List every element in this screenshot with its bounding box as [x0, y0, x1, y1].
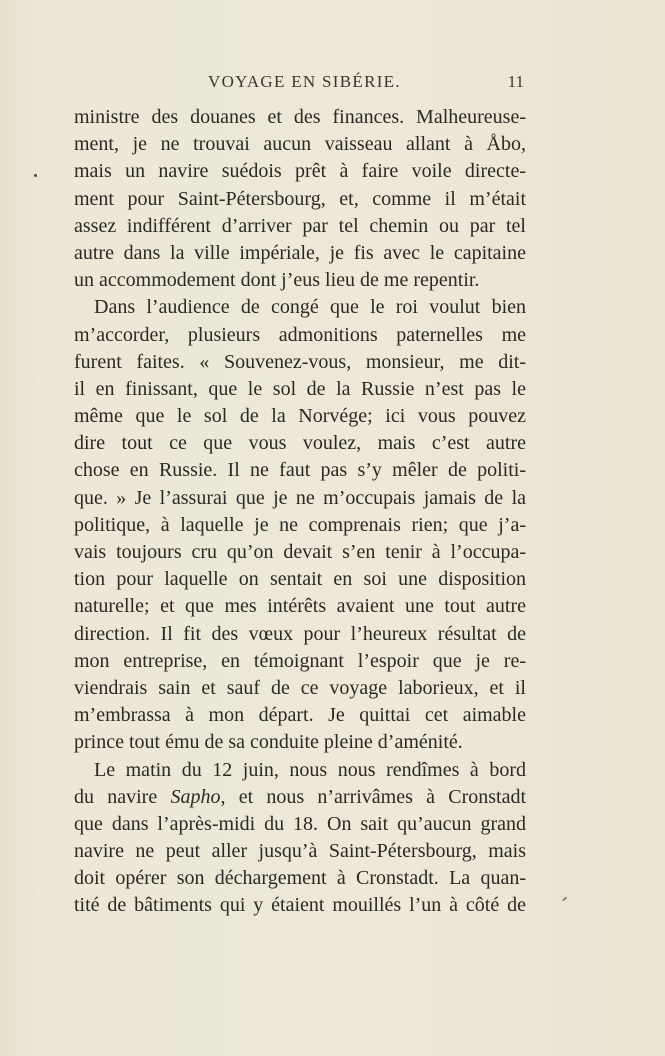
- text-line: ministre des douanes et des finances. Malheureuse-: [74, 106, 526, 128]
- text-line: mon entreprise, en témoignant l’espoir que je re-: [74, 649, 526, 672]
- text-line: m’accorder, plusieurs admonitions paternelles me: [74, 323, 526, 346]
- text-line: que dans l’après-midi du 18. On sait qu’aucun grand: [74, 812, 526, 835]
- text-line: politique, à laquelle je ne comprenais rien; que j’a-: [74, 513, 526, 536]
- text-line: que. » Je l’assurai que je ne m’occupais jamais de la: [74, 486, 526, 509]
- body-text: [74, 104, 526, 920]
- text-line: doit opérer son déchargement à Cronstadt. La quan-: [74, 867, 526, 890]
- text-line: mais un navire suédois prêt à faire voile directe-: [74, 160, 526, 183]
- text-line: tion pour laquelle on sentait en soi une disposition: [74, 568, 526, 591]
- text-line: tité de bâtiments qui y étaient mouillés l’un à côté de: [74, 894, 526, 917]
- text-line: Le matin du 12 juin, nous nous rendîmes à bord: [94, 758, 526, 781]
- text-line: Dans l’audience de congé que le roi voulut bien: [94, 296, 526, 319]
- text-line: assez indifférent d’arriver par tel chemin ou par tel: [74, 214, 526, 237]
- page-header: [74, 72, 524, 96]
- text-line: vais toujours cru qu’on devait s’en tenir à l’occupa-: [74, 541, 526, 563]
- text-line: viendrais sain et sauf de ce voyage laborieux, et il: [74, 676, 526, 699]
- page-number: 11: [507, 72, 524, 91]
- text-segment: , et nous n’arrivâmes à Cronstadt: [220, 785, 526, 808]
- ship-name: Sapho: [170, 785, 221, 808]
- text-line: naturelle; et que mes intérêts avaient une tout autre: [74, 595, 526, 618]
- text-line: ment, je ne trouvai aucun vaisseau allant à Åbo,: [74, 133, 526, 156]
- text-line: prince tout ému de sa conduite pleine d’aménité.: [74, 731, 463, 754]
- text-line: furent faites. « Souvenez-vous, monsieur, me dit-: [74, 350, 526, 373]
- text-line: chose en Russie. Il ne faut pas s’y mêler de politi-: [74, 459, 526, 482]
- text-line: autre dans la ville impériale, je fis avec le capitaine: [74, 241, 526, 264]
- text-line: il en finissant, que le sol de la Russie n’est pas le: [74, 377, 526, 400]
- text-line: ment pour Saint-Pétersbourg, et, comme il m’était: [74, 187, 526, 210]
- text-line: m’embrassa à mon départ. Je quittai cet aimable: [74, 704, 526, 727]
- text-segment: du navire: [74, 785, 158, 808]
- text-line: direction. Il fit des vœux pour l’heureux résultat de: [74, 622, 526, 645]
- margin-tick-mark: [562, 897, 567, 901]
- margin-dot-mark: [34, 174, 37, 177]
- text-line: même que le sol de la Norvége; ici vous pouvez: [74, 405, 526, 428]
- running-title: VOYAGE EN SIBÉRIE.: [208, 72, 401, 91]
- text-line: un accommodement dont j’eus lieu de me repentir.: [74, 269, 480, 292]
- text-line: [74, 784, 526, 811]
- text-line: dire tout ce que vous voulez, mais c’est autre: [74, 432, 526, 455]
- text-line: navire ne peut aller jusqu’à Saint-Pétersbourg, mais: [74, 840, 526, 863]
